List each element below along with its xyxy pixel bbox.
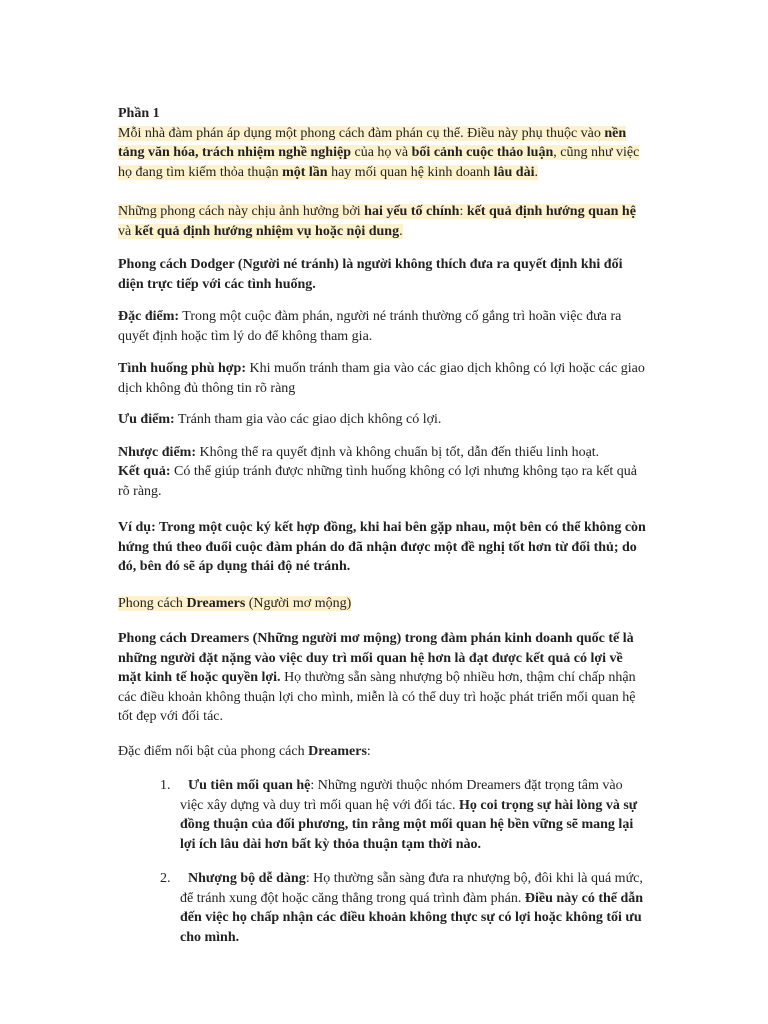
list-number: 2. xyxy=(160,871,171,886)
dodger-result: Kết quả: Có thể giúp tránh được những tình huống không có lợi nhưng không tạo ra kết quả rõ ràng. xyxy=(118,464,637,499)
dodger-example: Ví dụ: Trong một cuộc ký kết hợp đồng, khi hai bên gặp nhau, một bên có thể không còn hứng thú theo đuổi cuộc đàm phán do đã nhận được một đề nghị tốt hơn từ đối thủ; do đó, bên đó sẽ áp dụng thái độ né tránh. xyxy=(118,520,646,574)
dreamers-heading: Phong cách Dreamers (Người mơ mộng) xyxy=(118,595,352,611)
dodger-pros: Ưu điểm: Tránh tham gia vào các giao dịch không có lợi. xyxy=(118,412,442,427)
list-item: 1. Ưu tiên mối quan hệ: Những người thuộc nhóm Dreamers đặt trọng tâm vào việc xây dựng và duy trì mối quan hệ với đối tác. Họ coi trọng sự hài lòng và sự đồng thuận của đối phương, tin rằng một mối quan hệ bền vững sẽ mang lại lợi ích lâu dài hơn bất kỳ thỏa thuận tạm thời nào. xyxy=(160,778,638,852)
list-number: 1. xyxy=(160,778,171,793)
intro-paragraph: Mỗi nhà đàm phán áp dụng một phong cách đàm phán cụ thể. Điều này phụ thuộc vào nền tảng văn hóa, trách nhiệm nghề nghiệp của họ và bối cảnh cuộc thảo luận, cũng như việc họ đang tìm kiếm thỏa thuận một lần hay mối quan hệ kinh doanh lâu dài. xyxy=(118,125,640,180)
dreamers-traits-list xyxy=(118,776,648,947)
dreamers-description: Phong cách Dreamers (Những người mơ mộng) trong đàm phán kinh doanh quốc tế là những người đặt nặng vào việc duy trì mối quan hệ hơn là đạt được kết quả có lợi về mặt kinh tế hoặc quyền lợi. Họ thường sẵn sàng nhượng bộ nhiều hơn, thậm chí chấp nhận các điều khoản không thuận lợi cho mình, miễn là có thể duy trì hoặc phát triển mối quan hệ tốt đẹp với đối tác. xyxy=(118,631,636,724)
dodger-features: Đặc điểm: Trong một cuộc đàm phán, người né tránh thường cố gắng trì hoãn việc đưa ra quyết định hoặc tìm lý do để không tham gia. xyxy=(118,309,622,344)
dodger-cons: Nhược điểm: Không thể ra quyết định và không chuẩn bị tốt, dẫn đến thiếu linh hoạt. xyxy=(118,444,600,460)
dreamers-traits-intro: Đặc điểm nổi bật của phong cách Dreamers: xyxy=(118,743,371,759)
factors-paragraph: Những phong cách này chịu ảnh hưởng bởi hai yếu tố chính: kết quả định hướng quan hệ và kết quả định hướng nhiệm vụ hoặc nội dung. xyxy=(118,204,636,239)
dodger-situation: Tình huống phù hợp: Khi muốn tránh tham gia vào các giao dịch không có lợi hoặc các giao dịch không đủ thông tin rõ ràng xyxy=(118,361,645,396)
dodger-title: Phong cách Dodger (Người né tránh) là người không thích đưa ra quyết định khi đối diện trực tiếp với các tình huống. xyxy=(118,257,623,292)
list-item: 2. Nhượng bộ dễ dàng: Họ thường sẵn sàng đưa ra nhượng bộ, đôi khi là quá mức, để tránh xung đột hoặc căng thẳng trong quá trình đàm phán. Điều này có thể dẫn đến việc họ chấp nhận các điều khoản không thực sự có lợi hoặc không tối ưu cho mình. xyxy=(160,871,644,945)
section-heading: Phần 1 xyxy=(118,106,160,121)
